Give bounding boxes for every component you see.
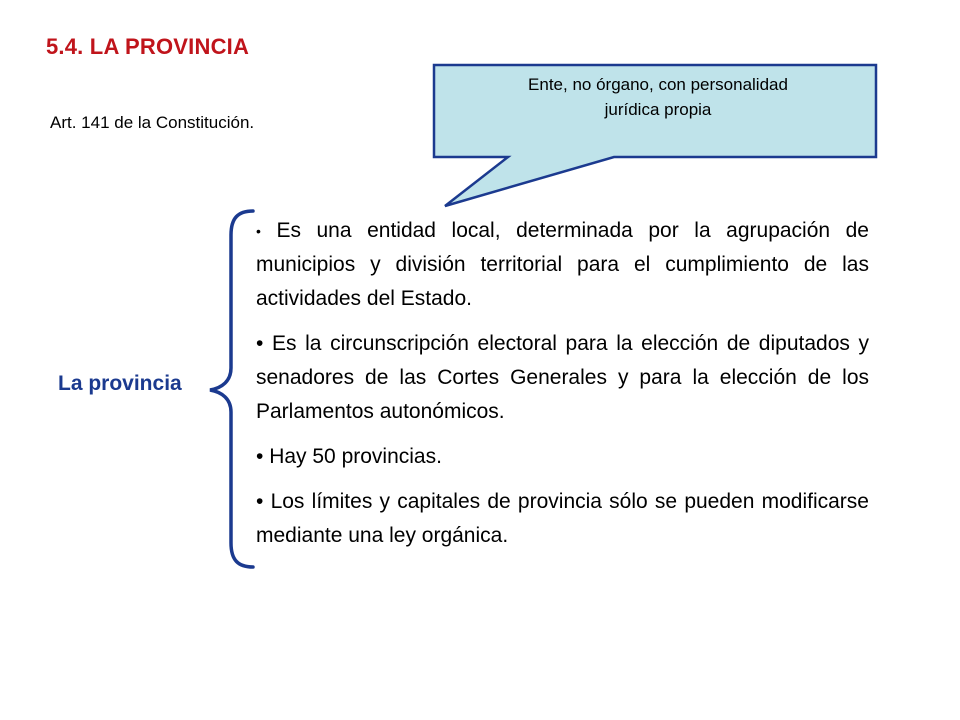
list-item bbox=[256, 440, 869, 474]
list-item bbox=[256, 485, 869, 553]
bullet-text: Hay 50 provincias. bbox=[269, 445, 442, 468]
bullet-list bbox=[256, 214, 869, 564]
bullet-text: Es la circunscripción electoral para la elección de diputados y senadores de las Cortes Generales y para la elección de los Parlamentos autonómicos. bbox=[256, 332, 869, 423]
bullet-icon: • bbox=[256, 332, 264, 355]
callout-line-1: Ente, no órgano, con personalidad bbox=[528, 75, 788, 94]
bullet-icon: • bbox=[256, 223, 261, 239]
bullet-icon: • bbox=[256, 445, 264, 468]
bullet-text: Los límites y capitales de provincia sólo se pueden modificarse mediante una ley orgánica. bbox=[256, 490, 869, 547]
brace-label: La provincia bbox=[58, 372, 182, 395]
callout-line-2: jurídica propia bbox=[604, 100, 712, 119]
bullet-text: Es una entidad local, determinada por la agrupación de municipios y división territorial para el cumplimiento de las actividades del Estado. bbox=[256, 219, 869, 310]
list-item bbox=[256, 214, 869, 316]
slide-title: 5.4. LA PROVINCIA bbox=[46, 34, 250, 59]
bullet-icon: • bbox=[256, 490, 264, 513]
list-item bbox=[256, 327, 869, 429]
article-reference: Art. 141 de la Constitución. bbox=[50, 113, 255, 132]
